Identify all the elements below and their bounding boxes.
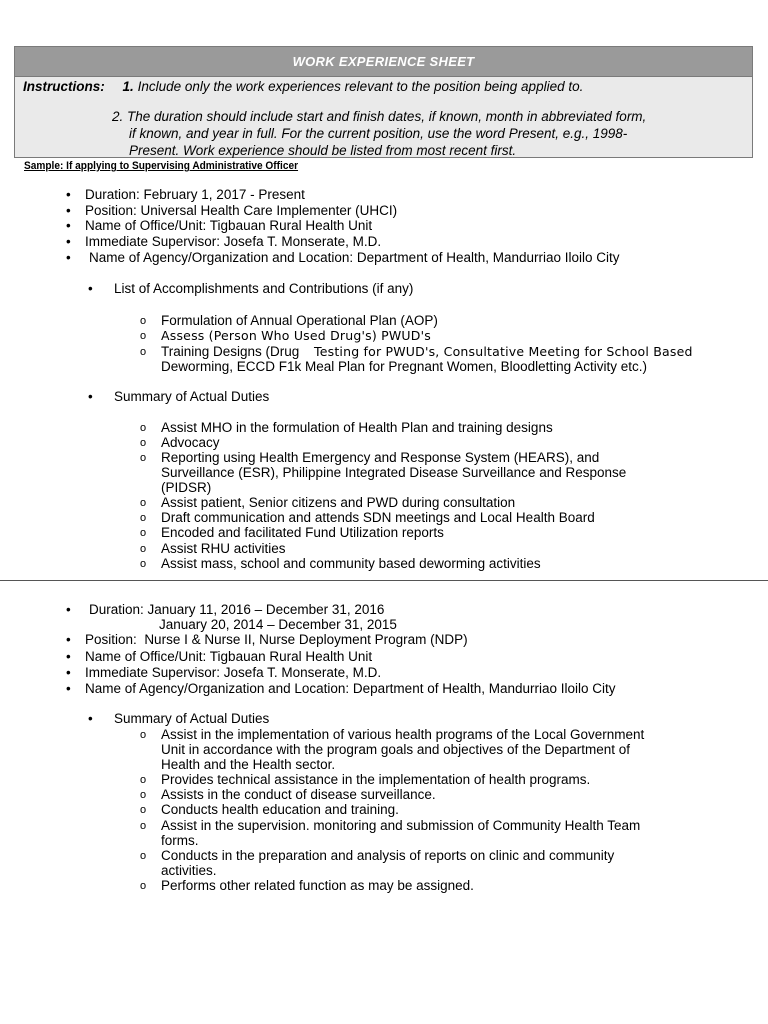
entry2-office: Name of Office/Unit: Tigbauan Rural Health Unit [85, 649, 373, 664]
entry1-accomplishments-heading: List of Accomplishments and Contributions (if any) [114, 281, 414, 296]
instruction-1-number: 1. [122, 79, 134, 94]
entry1-duties-heading: Summary of Actual Duties [114, 389, 270, 404]
entry2-duties-heading: Summary of Actual Duties [114, 711, 270, 726]
instructions-label: Instructions: [23, 79, 105, 94]
entry2-supervisor: Immediate Supervisor: Josefa T. Monserate, M.D. [85, 665, 382, 680]
list-item: Health and the Health sector. [161, 757, 336, 772]
sample-label: Sample: If applying to Supervising Administrative Officer [24, 160, 299, 172]
list-item: activities. [161, 863, 217, 878]
instruction-1 [23, 79, 583, 94]
entry2-duration-2: January 20, 2014 – December 31, 2015 [159, 617, 397, 632]
instruction-2-line-2: if known, and year in full. For the current position, use the word Present, e.g., 1998- [129, 126, 628, 141]
section-divider [0, 580, 768, 581]
list-item: (PIDSR) [161, 480, 212, 495]
instruction-2-line-3: Present. Work experience should be listed from most recent first. [129, 143, 517, 158]
entry1-supervisor: Immediate Supervisor: Josefa T. Monserate, M.D. [85, 234, 382, 249]
sheet-title: WORK EXPERIENCE SHEET [15, 47, 752, 77]
instruction-2-line-1: 2. The duration should include start and finish dates, if known, month in abbreviated form, [112, 109, 647, 124]
entry1-office: Name of Office/Unit: Tigbauan Rural Health Unit [85, 218, 373, 233]
entry2-duration: Duration: January 11, 2016 – December 31, 2016 [89, 602, 385, 617]
entry1-duration: Duration: February 1, 2017 - Present [85, 187, 305, 202]
list-item: Deworming, ECCD F1k Meal Plan for Pregnant Women, Bloodletting Activity etc.) [161, 359, 647, 374]
entry2-position: Position: Nurse I & Nurse II, Nurse Deployment Program (NDP) [85, 632, 468, 647]
list-item: Unit in accordance with the program goals and objectives of the Department of [161, 742, 631, 757]
instruction-1-text: Include only the work experiences relevant to the position being applied to. [137, 79, 584, 94]
entry2-agency: Name of Agency/Organization and Location: Department of Health, Mandurriao Iloilo City [85, 681, 616, 696]
entry1-agency: Name of Agency/Organization and Location: Department of Health, Mandurriao Iloilo City [89, 250, 620, 265]
entry1-position: Position: Universal Health Care Implementer (UHCI) [85, 203, 398, 218]
instruction-2 [112, 108, 732, 159]
list-item: Surveillance (ESR), Philippine Integrated Disease Surveillance and Response [161, 465, 627, 480]
list-item: forms. [161, 833, 199, 848]
